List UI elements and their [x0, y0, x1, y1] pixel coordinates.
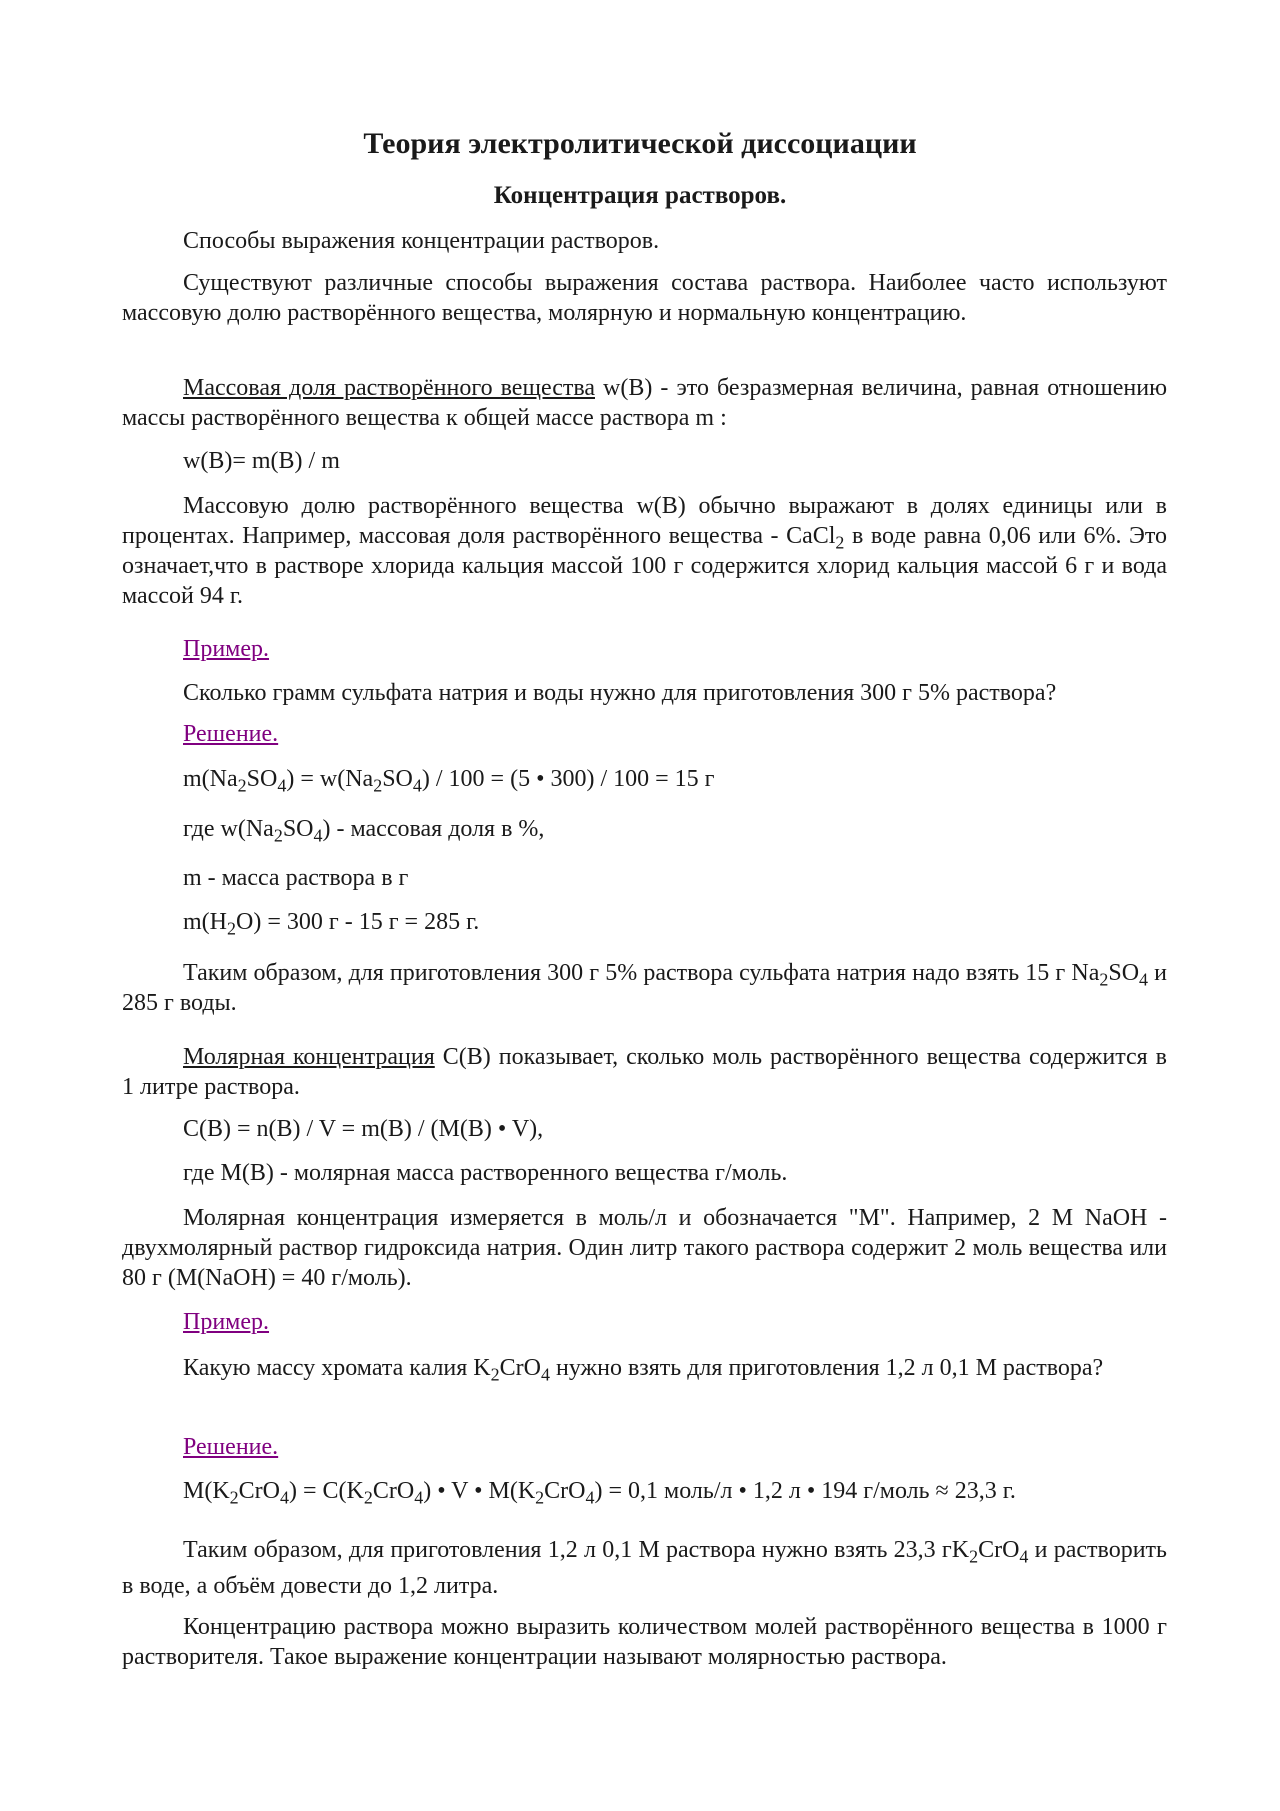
percent-paragraph: Массовую долю растворённого вещества w(B) обычно выражают в долях единицы или в процентах. Например, массовая доля растворённого вещества - CaCl$_2$ в воде равна 0,06 или 6%. Это означает,что в растворе хлорида кальция массой 100 г содержится хлорид кальция массой 6 г и вода массой 94 г. — [122, 493, 1167, 609]
molar-formula-note: где M(B) - молярная масса растворенного вещества г/моль. — [183, 1160, 788, 1186]
equation-mass-na2so4: $m(Na_2SO_4) = w(Na_2SO_4) / 100 = (5$ • 300) / 100 = 15 г — [183, 766, 715, 796]
example-label-1[interactable]: Пример. — [183, 636, 270, 662]
solution-label-1[interactable]: Решение. — [183, 721, 279, 747]
mass-fraction-formula: w(B)= m(B) / m — [183, 448, 340, 474]
equation-mass-water: $m(H_2O) = 300$ г - 15 г = 285 г. — [183, 909, 480, 939]
molality-paragraph: Концентрацию раствора можно выразить количеством молей растворённого вещества в 1000 г растворителя. Такое выражение концентрации называют молярностью раствора. — [122, 1614, 1167, 1670]
intro-paragraph: Существуют различные способы выражения состава раствора. Наиболее часто используют массовую долю растворённого вещества, молярную и нормальную концентрацию. — [122, 270, 1167, 326]
equation-note-m: m - масса раствора в г — [183, 865, 409, 891]
example2-question: Какую массу хромата калия $K_2CrO_4$ нужно взять для приготовления 1,2 л 0,1 M раствора? — [183, 1355, 1104, 1385]
methods-paragraph: Способы выражения концентрации растворов. — [183, 228, 660, 254]
mass-fraction-paragraph — [122, 373, 1167, 433]
molar-formula: C(B) = n(B) / V = m(B) / (M(B) • V), — [183, 1116, 544, 1142]
page-title: Теория электролитической диссоциации — [363, 127, 917, 160]
example-label-2[interactable]: Пример. — [183, 1309, 270, 1335]
equation-mass-k2cro4: $M(K_2CrO_4) = C(K_2CrO_4)$ • V • $M(K_2CrO_4) = 0,1$ моль/л • 1,2 л • 194 г/моль ≈ 23,3 г. — [183, 1478, 1016, 1508]
conclusion2-paragraph: Таким образом, для приготовления 1,2 л 0,1 M раствора нужно взять 23,3 $гK_2CrO_4$ и растворить в воде, а объём довести до 1,2 литра. — [122, 1537, 1167, 1599]
molar-definition: C(B) показывает, сколько моль растворённого вещества содержится в 1 литре раствора. — [122, 1044, 1168, 1100]
mass-fraction-term: Массовая доля растворённого вещества — [183, 375, 595, 401]
example1-question: Сколько грамм сульфата натрия и воды нужно для приготовления 300 г 5% раствора? — [183, 680, 1057, 706]
mass-fraction-definition: w(B) - это безразмерная величина, равная отношению массы растворённого вещества к общей массе раствора m : — [122, 375, 1167, 431]
molar-units-paragraph: Молярная концентрация измеряется в моль/л и обозначается "M". Например, 2 M NaOH - двухмолярный раствор гидроксида натрия. Один литр такого раствора содержит 2 моль вещества или 80 г (M(NaOH) = 40 г/моль). — [122, 1205, 1167, 1291]
equation-note-w: где $w(Na_2SO_4)$ - массовая доля в %, — [183, 816, 545, 846]
molar-paragraph — [122, 1042, 1167, 1102]
solution-label-2[interactable]: Решение. — [183, 1434, 279, 1460]
page-subtitle: Концентрация растворов. — [493, 182, 787, 209]
conclusion1-paragraph: Таким образом, для приготовления 300 г 5% раствора сульфата натрия надо взять 15 г $Na_2SO_4$ и 285 г воды. — [122, 960, 1167, 1016]
molar-term: Молярная концентрация — [183, 1044, 435, 1070]
